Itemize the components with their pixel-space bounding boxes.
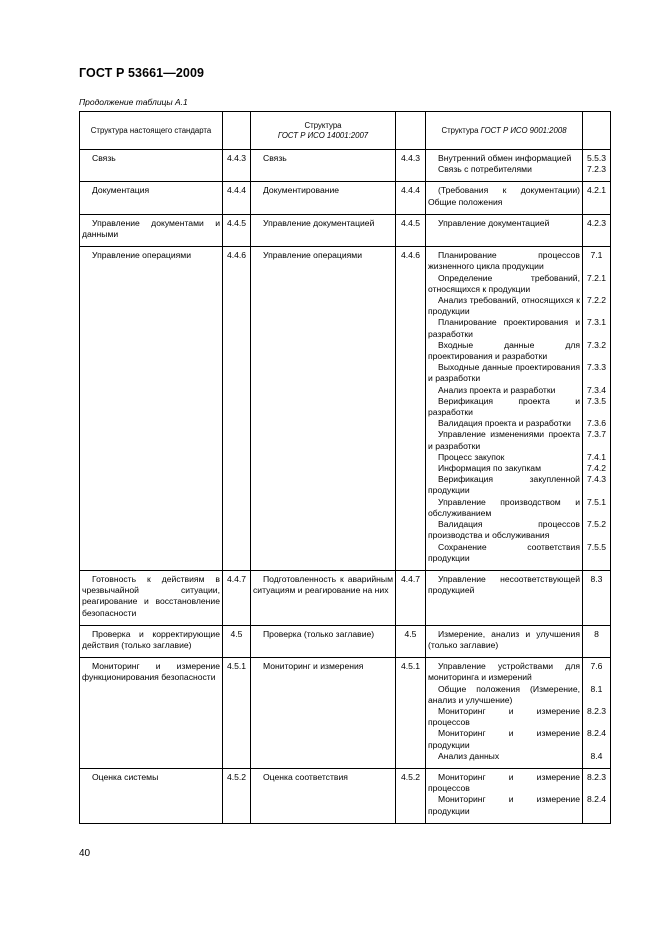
row-this-standard-clause: Связь	[80, 150, 223, 182]
header-spacer-1	[223, 112, 251, 150]
iso-9001-number: 7.1	[590, 250, 603, 261]
iso-9001-clause: Валидация проекта и разработки	[438, 418, 571, 429]
iso-9001-clause: Планирование проектирования и разработки	[428, 317, 580, 339]
iso-9001-number: 7.3.4	[586, 384, 607, 395]
iso-9001-clause: Определение требований, относящихся к продукции	[428, 272, 580, 294]
row-iso-14001-clause: Подготовленность к аварийным ситуациям и реагирование на них	[251, 570, 396, 625]
row-iso-14001-number: 4.5.2	[396, 768, 426, 823]
row-iso-14001-number: 4.4.6	[396, 247, 426, 571]
row-this-standard-clause: Мониторинг и измерение функционирования безопасности	[80, 658, 223, 769]
table-row	[80, 182, 611, 214]
row-this-standard-number: 4.4.3	[223, 150, 251, 182]
iso-9001-clause: Общие положения (Измерение, анализ и улучшение)	[428, 683, 580, 705]
row-this-standard-number: 4.5.1	[223, 658, 251, 769]
iso-9001-clause: Анализ проекта и разработки	[438, 384, 556, 395]
iso-9001-number: 8.4	[590, 750, 603, 761]
iso-9001-number: 7.3.5	[586, 395, 607, 406]
row-this-standard-number: 4.4.4	[223, 182, 251, 214]
row-iso-14001-clause: Оценка соответствия	[251, 768, 396, 823]
iso-9001-clause: Планирование процессов жизненного цикла продукции	[428, 250, 580, 272]
row-iso-14001-clause: Документирование	[251, 182, 396, 214]
row-this-standard-clause: Документация	[80, 182, 223, 214]
iso-9001-clause: Мониторинг и измерение продукции	[428, 794, 580, 816]
row-iso-9001-numbers	[583, 768, 611, 823]
table-row	[80, 625, 611, 657]
iso-9001-number: 4.2.3	[586, 217, 607, 228]
iso-9001-clause: Входные данные для проектирования и разработки	[428, 339, 580, 362]
row-this-standard-number: 4.5	[223, 625, 251, 657]
iso-9001-clause: (Требования к документации) Общие положения	[428, 185, 580, 207]
row-iso-14001-number: 4.5.1	[396, 658, 426, 769]
row-this-standard-clause: Готовность к действиям в чрезвычайной ситуации, реагирование и восстановление безопасности	[80, 570, 223, 625]
iso-9001-number: 7.2.3	[586, 164, 607, 175]
row-this-standard-clause: Проверка и корректирующие действия (только заглавие)	[80, 625, 223, 657]
iso-9001-number: 8.1	[590, 683, 603, 694]
row-iso-14001-number: 4.5	[396, 625, 426, 657]
iso-9001-clause: Анализ требований, относящихся к продукции	[428, 295, 580, 317]
header-iso-9001-label: Структура	[441, 125, 481, 135]
header-iso-14001-label: Структура	[304, 120, 342, 130]
iso-9001-number: 7.4.1	[586, 451, 607, 462]
table-row	[80, 247, 611, 571]
iso-9001-clause: Связь с потребителями	[438, 164, 532, 175]
row-iso-9001-numbers	[583, 150, 611, 182]
row-iso-9001-clauses	[426, 768, 583, 823]
table-row	[80, 658, 611, 769]
iso-9001-clause: Выходные данные проектирования и разработки	[428, 362, 580, 384]
table-body	[80, 150, 611, 824]
iso-9001-clause: Управление документацией	[438, 217, 550, 228]
row-iso-14001-clause: Управление операциями	[251, 247, 396, 571]
table-row	[80, 768, 611, 823]
header-iso-9001-code: ГОСТ Р ИСО 9001:2008	[480, 125, 567, 135]
row-iso-9001-numbers	[583, 658, 611, 769]
iso-9001-clause: Мониторинг и измерение продукции	[428, 728, 580, 750]
document-title: ГОСТ Р 53661—2009	[79, 66, 205, 80]
row-this-standard-clause: Оценка системы	[80, 768, 223, 823]
table-caption: Продолжение таблицы А.1	[79, 97, 188, 107]
row-iso-9001-clauses	[426, 247, 583, 571]
row-iso-9001-clauses	[426, 658, 583, 769]
iso-9001-clause: Измерение, анализ и улучшения (только заглавие)	[428, 628, 580, 650]
iso-9001-number: 7.3.1	[586, 317, 607, 328]
iso-9001-number: 7.5.5	[586, 541, 607, 552]
iso-9001-number: 7.3.7	[586, 429, 607, 440]
iso-9001-number: 7.3.3	[586, 362, 607, 373]
row-iso-14001-number: 4.4.5	[396, 214, 426, 246]
iso-9001-number: 8.2.3	[586, 705, 607, 716]
iso-9001-clause: Верификация закупленной продукции	[428, 474, 580, 496]
row-iso-14001-number: 4.4.4	[396, 182, 426, 214]
header-spacer-3	[583, 112, 611, 150]
iso-9001-number: 7.4.2	[586, 463, 607, 474]
iso-9001-clause: Верификация проекта и разработки	[428, 395, 580, 418]
iso-9001-number: 7.5.1	[586, 496, 607, 507]
iso-9001-number: 8.2.4	[586, 728, 607, 739]
row-iso-9001-numbers	[583, 247, 611, 571]
iso-9001-number: 5.5.3	[586, 153, 607, 163]
iso-9001-number: 7.4.3	[586, 474, 607, 485]
row-iso-9001-clauses	[426, 625, 583, 657]
table-row	[80, 570, 611, 625]
row-this-standard-clause: Управление операциями	[80, 247, 223, 571]
row-iso-9001-clauses	[426, 150, 583, 182]
iso-9001-number: 8	[594, 628, 599, 639]
iso-9001-clause: Управление несоответствующей продукцией	[428, 573, 580, 596]
row-iso-14001-clause: Проверка (только заглавие)	[251, 625, 396, 657]
correspondence-table	[79, 111, 611, 824]
header-this-standard: Структура настоящего стандарта	[80, 112, 223, 150]
iso-9001-clause: Валидация процессов производства и обслуживания	[428, 519, 580, 541]
iso-9001-clause: Управление производством и обслуживанием	[428, 496, 580, 518]
header-iso-14001	[251, 112, 396, 150]
iso-9001-clause: Управление устройствами для мониторинга и измерений	[428, 661, 580, 683]
iso-9001-number: 7.3.2	[586, 339, 607, 350]
row-iso-9001-numbers	[583, 214, 611, 246]
iso-9001-number: 4.2.1	[586, 185, 607, 196]
table-row	[80, 214, 611, 246]
iso-9001-number: 7.5.2	[586, 519, 607, 530]
iso-9001-clause: Внутренний обмен информацией	[438, 153, 572, 163]
iso-9001-clause: Мониторинг и измерение процессов	[428, 771, 580, 794]
table-header-row	[80, 112, 611, 150]
header-spacer-2	[396, 112, 426, 150]
iso-9001-clause: Управление изменениями проекта и разработки	[428, 429, 580, 451]
iso-9001-clause: Сохранение соответствия продукции	[428, 541, 580, 563]
page-number: 40	[79, 848, 91, 859]
iso-9001-number: 8.3	[590, 573, 603, 584]
iso-9001-clause: Процесс закупок	[438, 451, 505, 462]
row-iso-9001-clauses	[426, 214, 583, 246]
row-iso-9001-numbers	[583, 570, 611, 625]
header-iso-9001	[426, 112, 583, 150]
table-row	[80, 150, 611, 182]
row-iso-9001-numbers	[583, 182, 611, 214]
iso-9001-number: 7.2.1	[586, 272, 607, 283]
row-iso-14001-clause: Управление документацией	[251, 214, 396, 246]
iso-9001-number: 8.2.3	[586, 771, 607, 782]
iso-9001-clause: Информация по закупкам	[438, 463, 541, 474]
header-iso-14001-code: ГОСТ Р ИСО 14001:2007	[277, 130, 369, 140]
row-iso-9001-clauses	[426, 182, 583, 214]
iso-9001-number: 7.2.2	[586, 295, 607, 306]
iso-9001-number: 7.3.6	[586, 418, 607, 429]
row-this-standard-number: 4.5.2	[223, 768, 251, 823]
iso-9001-number: 7.6	[590, 661, 603, 672]
row-iso-9001-clauses	[426, 570, 583, 625]
row-this-standard-clause: Управление документами и данными	[80, 214, 223, 246]
row-this-standard-number: 4.4.7	[223, 570, 251, 625]
row-iso-14001-number: 4.4.3	[396, 150, 426, 182]
iso-9001-clause: Мониторинг и измерение процессов	[428, 705, 580, 728]
row-iso-9001-numbers	[583, 625, 611, 657]
row-iso-14001-clause: Мониторинг и измерения	[251, 658, 396, 769]
iso-9001-number: 8.2.4	[586, 794, 607, 805]
row-this-standard-number: 4.4.5	[223, 214, 251, 246]
row-iso-14001-number: 4.4.7	[396, 570, 426, 625]
row-this-standard-number: 4.4.6	[223, 247, 251, 571]
row-iso-14001-clause: Связь	[251, 150, 396, 182]
iso-9001-clause: Анализ данных	[438, 750, 500, 761]
